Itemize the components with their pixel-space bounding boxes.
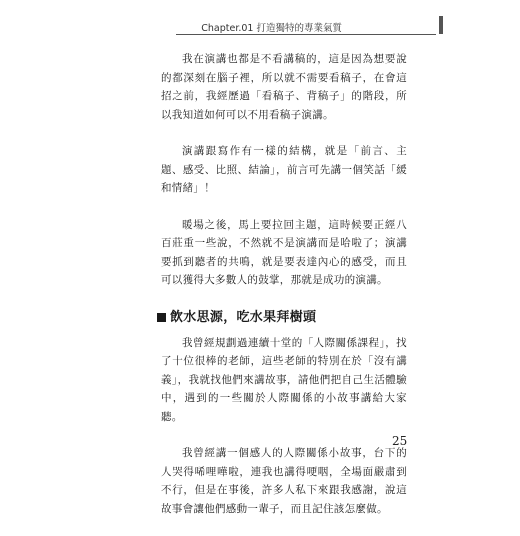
square-bullet-icon (157, 313, 166, 322)
page-number: 25 (392, 434, 408, 448)
paragraph: 我曾經規劃過連續十堂的「人際關係課程」，找了十位很棒的老師，這些老師的特別在於「沒有講義」，我就找他們來講故事，請他們把自己生活體驗中，遇到的一些關於人際關係的小故事講給大家聽。 (161, 336, 407, 423)
body-text (161, 50, 407, 536)
section-heading (157, 308, 407, 328)
paragraph: 演講跟寫作有一樣的結構，就是「前言、主題、感受、比照、結論」，前言可先講一個笑話「緩和情緒」！ (161, 145, 407, 194)
paragraph: 我在演講也都是不看講稿的，這是因為想要說的都深刻在腦子裡，所以就不需要看稿子，在會這招之前，我經歷過「看稿子、背稿子」的階段，所以我知道如何可以不用看稿子演講。 (161, 53, 407, 121)
paragraph: 暖場之後，馬上要拉回主題，這時候要正經八百莊重一些說，不然就不是演講而是哈啦了；演講要抓到聽者的共鳴，就是要表達內心的感受，而且可以獲得大多數人的鼓掌，那就是成功的演講。 (161, 218, 407, 286)
header-marker (439, 16, 443, 34)
paragraph: 我曾經講一個感人的人際關係小故事，台下的人哭得唏哩嘩啦，連我也講得哽咽，全場面嚴肅到不行，但是在事後，許多人私下來跟我感謝，說這故事會讓他們感動一輩子，而且記住該怎麼做。 (161, 447, 407, 515)
chapter-title: Chapter.01 打造獨特的專業氣質 (201, 23, 342, 34)
header-rule (176, 34, 436, 35)
section-title: 飲水思源，吃水果拜樹頭 (170, 309, 317, 325)
running-header (0, 16, 520, 38)
